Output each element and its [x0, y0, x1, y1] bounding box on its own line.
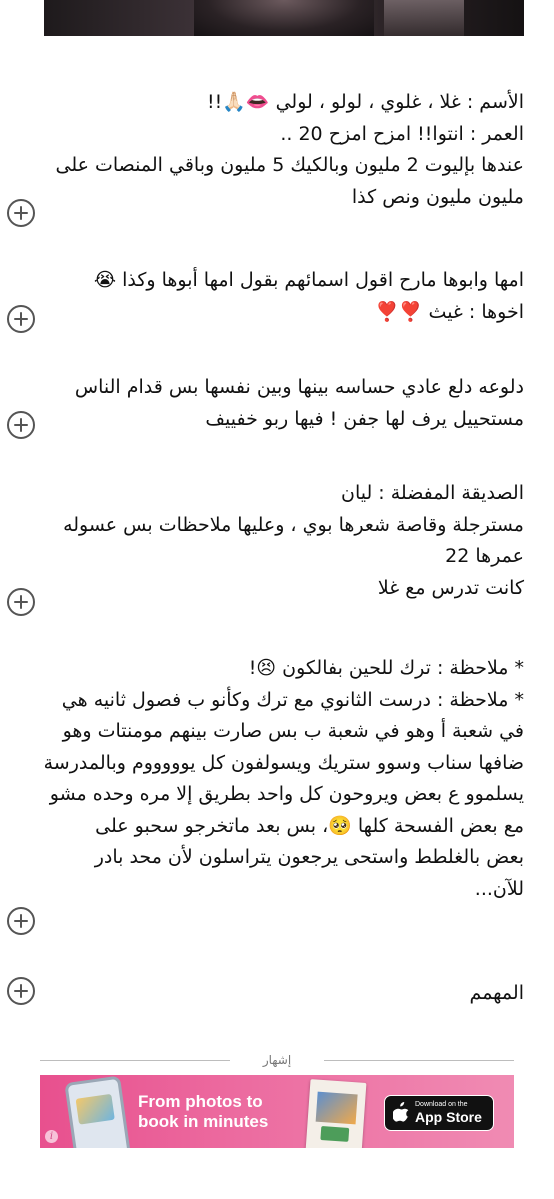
- store-big-text: App Store: [415, 1109, 482, 1125]
- post-paragraph-6: [52, 978, 524, 1010]
- apple-logo-icon: [393, 1102, 409, 1122]
- text-line: العمر : انتوا!! امزح امزح 20 ..: [280, 122, 524, 145]
- expand-plus-icon[interactable]: [7, 411, 35, 439]
- text-line: يسلموو ع بعض ويروحون كل واحد بطريق إلا مره وحده مشو: [49, 783, 524, 805]
- ad-banner[interactable]: [40, 1075, 514, 1148]
- post-paragraph-5: [43, 653, 524, 905]
- ad-headline: From photos to book in minutes: [138, 1092, 269, 1131]
- text-line: دلوعه دلع عادي حساسه بينها وبين نفسها بس قدام الناس: [74, 376, 524, 398]
- post-paragraph-2: [52, 265, 524, 328]
- text-line: * ملاحظة : ترك للحين بفالكون 😣!: [248, 657, 524, 679]
- divider: [40, 1060, 230, 1061]
- text-line: مع بعض الفسحة كلها 🥺، بس بعد ماتخرجو سحبو على: [95, 814, 524, 837]
- app-store-button[interactable]: [384, 1095, 494, 1131]
- phone-illustration-icon: [64, 1076, 131, 1148]
- text-line: امها وابوها مارح اقول اسمائهم بقول امها أبوها وكذا 😭: [93, 269, 524, 291]
- text-line: الأسم : غلا ، غلوي ، لولو ، لولي 👄🙏🏻!!: [206, 91, 524, 113]
- divider: [324, 1060, 514, 1061]
- text-line: كانت تدرس مع غلا: [377, 576, 524, 599]
- post-photo[interactable]: [44, 0, 524, 36]
- photo-book-illustration-icon: [306, 1079, 367, 1148]
- expand-plus-icon[interactable]: [7, 199, 35, 227]
- text-line: للآن...: [474, 877, 524, 900]
- expand-plus-icon[interactable]: [7, 305, 35, 333]
- ad-label-row: [40, 1050, 514, 1070]
- text-line: بعض بالغلطط واستحى يرجعون يتراسلون لأن محد بادر: [94, 846, 524, 868]
- store-small-text: Download on the: [415, 1101, 468, 1108]
- expand-plus-icon[interactable]: [7, 588, 35, 616]
- expand-plus-icon[interactable]: [7, 977, 35, 1005]
- text-line: المهمم: [469, 982, 524, 1004]
- text-line: عندها بإليوت 2 مليون وبالكيك 5 مليون وباقي المنصات على: [55, 154, 524, 176]
- text-line: ضافها سناب وسوو ستريك ويسولفون كل يوووووم وبالمدرسة: [43, 751, 524, 774]
- text-line: مستحييل يرف لها جفن ! فيها ربو خفييف: [205, 407, 524, 430]
- text-line: * ملاحظة : درست الثانوي مع ترك وكأنو ب فصول ثانيه هي: [61, 688, 524, 711]
- text-line: عمرها 22: [445, 545, 524, 567]
- post-paragraph-1: [52, 87, 524, 213]
- ad-label: إشهار: [262, 1053, 292, 1067]
- text-line: اخوها : غيث ❣️❣️: [375, 300, 524, 323]
- photo-detail: [194, 0, 374, 36]
- photo-highlight: [384, 0, 464, 36]
- text-line: مسترجلة وقاصة شعرها بوي ، وعليها ملاحظات بس عسوله: [63, 513, 524, 536]
- expand-plus-icon[interactable]: [7, 907, 35, 935]
- text-line: في شعبة أ وهو في شعبة ب بس صارت بينهم مومنتات وهو: [62, 720, 524, 742]
- post-paragraph-4: [52, 478, 524, 604]
- ad-info-icon[interactable]: i: [45, 1130, 58, 1143]
- post-paragraph-3: [52, 372, 524, 435]
- text-line: مليون مليون ونص كذا: [351, 185, 524, 208]
- text-line: الصديقة المفضلة : ليان: [340, 482, 524, 504]
